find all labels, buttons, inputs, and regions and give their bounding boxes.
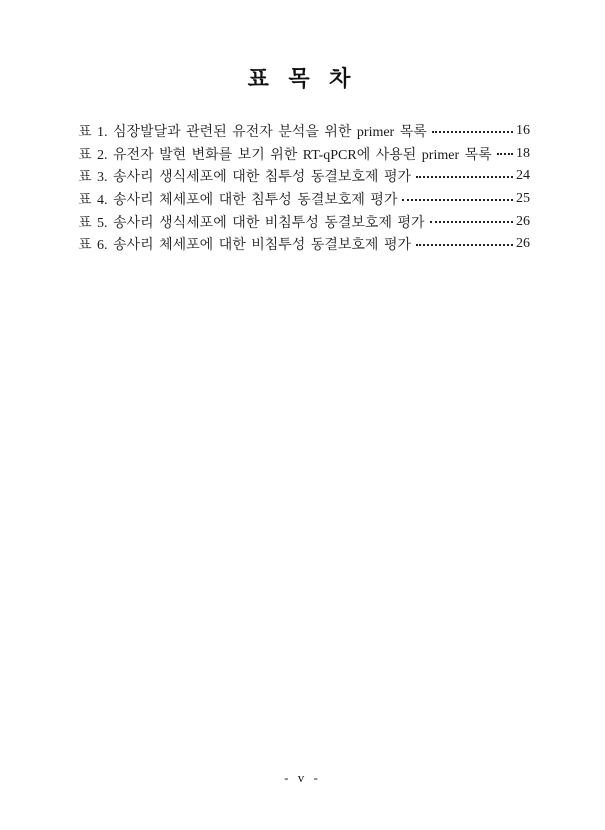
toc-entry-label: 표 6. 송사리 체세포에 대한 비침투성 동결보호제 평가: [78, 238, 412, 254]
dot-leader: [432, 131, 513, 133]
toc-entry: [78, 188, 530, 211]
toc-entry-page-number: 25: [516, 191, 530, 207]
dot-leader: [402, 199, 513, 201]
toc-entry-page-number: 26: [516, 236, 530, 252]
page-number-footer: - v -: [284, 770, 321, 785]
toc-entry-label: 표 4. 송사리 체세포에 대한 침투성 동결보호제 평가: [78, 193, 398, 209]
toc-entry-label: 표 1. 심장발달과 관련된 유전자 분석을 위한 primer 목록: [78, 125, 427, 141]
toc-entry-page-number: 18: [516, 145, 530, 161]
table-of-tables-list: [0, 120, 605, 256]
toc-entry: [78, 120, 530, 143]
toc-entry: [78, 143, 530, 166]
dot-leader: [430, 221, 513, 223]
toc-entry-label: 표 3. 송사리 생식세포에 대한 침투성 동결보호제 평가: [78, 170, 412, 186]
dot-leader: [497, 153, 513, 155]
toc-entry: [78, 165, 530, 188]
toc-entry-page-number: 26: [516, 213, 530, 229]
toc-entry-label: 표 2. 유전자 발현 변화를 보기 위한 RT-qPCR에 사용된 primer 목록: [78, 147, 492, 163]
page-title: 표 목 차: [247, 66, 358, 91]
dot-leader: [416, 244, 513, 246]
toc-entry-page-number: 16: [516, 123, 530, 139]
toc-entry: [78, 210, 530, 233]
toc-entry: [78, 233, 530, 256]
toc-entry-label: 표 5. 송사리 생식세포에 대한 비침투성 동결보호제 평가: [78, 215, 425, 231]
dot-leader: [416, 176, 513, 178]
toc-entry-page-number: 24: [516, 168, 530, 184]
